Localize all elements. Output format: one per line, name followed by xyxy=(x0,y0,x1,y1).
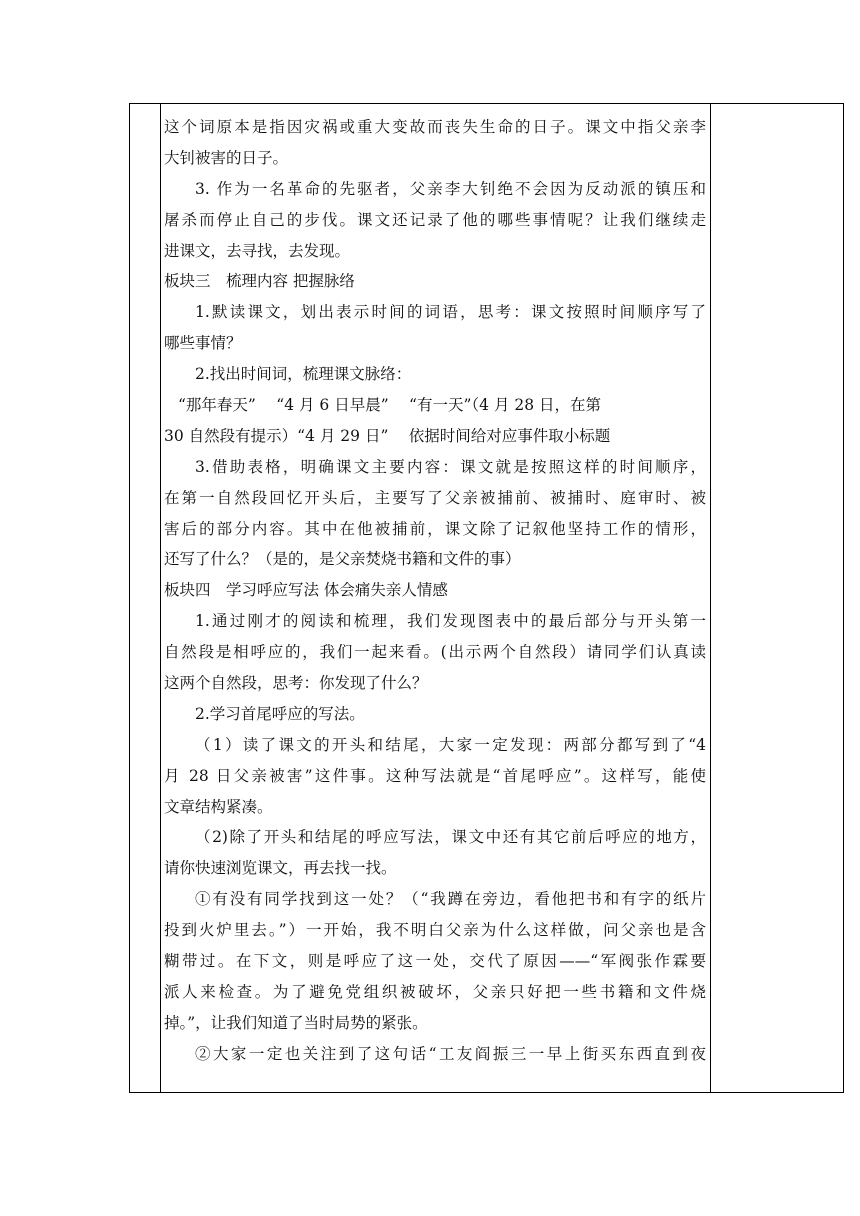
text-line: 投到火炉里去。”）一开始，我不明白父亲为什么这样做，问父亲也是含 xyxy=(164,921,706,940)
text-line: 3.借助表格，明确课文主要内容：课文就是按照这样的时间顺序， xyxy=(195,457,706,476)
text-line: 文章结构紧凑。 xyxy=(164,797,273,816)
text-line: 在第一自然段回忆开头后，主要写了父亲被捕前、被捕时、庭审时、被 xyxy=(164,488,706,507)
left-margin-cell xyxy=(130,104,161,1093)
text-line: 这两个自然段，思考：你发现了什么？ xyxy=(164,674,428,693)
text-line: 2.学习首尾呼应的写法。 xyxy=(195,704,365,723)
text-line: 自然段是相呼应的，我们一起来看。(出示两个自然段）请同学们认真读 xyxy=(164,643,706,662)
text-line: 请你快速浏览课文，再去找一找。 xyxy=(164,859,397,878)
content-cell xyxy=(161,104,711,1093)
notes-cell xyxy=(711,104,844,1093)
text-line: 屠杀而停止自己的步伐。课文还记录了他的哪些事情呢？让我们继续走 xyxy=(164,210,706,229)
text-line: 月 28 日父亲被害”这件事。这种写法就是“首尾呼应”。这样写，能使 xyxy=(164,766,706,785)
section-heading: 板块三 梳理内容 把握脉络 xyxy=(164,272,355,291)
text-line: 1.默读课文，划出表示时间的词语，思考：课文按照时间顺序写了 xyxy=(195,303,706,322)
text-line: （2)除了开头和结尾的呼应写法，课文中还有其它前后呼应的地方， xyxy=(195,828,706,847)
text-line: 进课文，去寻找，去发现。 xyxy=(164,241,351,260)
text-line: 还写了什么？（是的，是父亲焚烧书籍和文件的事） xyxy=(164,550,521,569)
text-line: 1.通过刚才的阅读和梳理，我们发现图表中的最后部分与开头第一 xyxy=(195,612,706,631)
text-line: ①有没有同学找到这一处？（“我蹲在旁边，看他把书和有字的纸片 xyxy=(195,890,706,909)
lesson-plan-table xyxy=(129,103,844,1093)
text-line: 掉。”，让我们知道了当时局势的紧张。 xyxy=(164,1013,428,1032)
section-heading: 板块四 学习呼应写法 体会痛失亲人情感 xyxy=(164,581,448,600)
text-line: 害后的部分内容。其中在他被捕前，课文除了记叙他坚持工作的情形， xyxy=(164,519,706,538)
text-line: （1）读了课文的开头和结尾，大家一定发现：两部分都写到了“4 xyxy=(195,735,706,754)
text-line: 3. 作为一名革命的先驱者，父亲李大钊绝不会因为反动派的镇压和 xyxy=(195,179,706,198)
text-line: 大钊被害的日子。 xyxy=(164,148,289,167)
text-line: “那年春天” “4 月 6 日早晨” “有一天”（4 月 28 日，在第 xyxy=(178,396,602,415)
text-line: 派人来检查。为了避免党组织被破坏，父亲只好把一些书籍和文件烧 xyxy=(164,982,706,1001)
text-line: 这个词原本是指因灾祸或重大变故而丧失生命的日子。课文中指父亲李 xyxy=(164,118,706,136)
text-line: 糊带过。在下文，则是呼应了这一处，交代了原因——“军阀张作霖要 xyxy=(164,952,706,971)
text-line: 2.找出时间词，梳理课文脉络： xyxy=(195,365,412,384)
text-line: ②大家一定也关注到了这句话“工友阎振三一早上街买东西直到夜 xyxy=(195,1044,706,1063)
text-line: 30 自然段有提示）“4 月 29 日” 依据时间给对应事件取小标题 xyxy=(164,426,611,445)
table-row xyxy=(130,104,844,1093)
text-line: 哪些事情？ xyxy=(164,334,242,353)
